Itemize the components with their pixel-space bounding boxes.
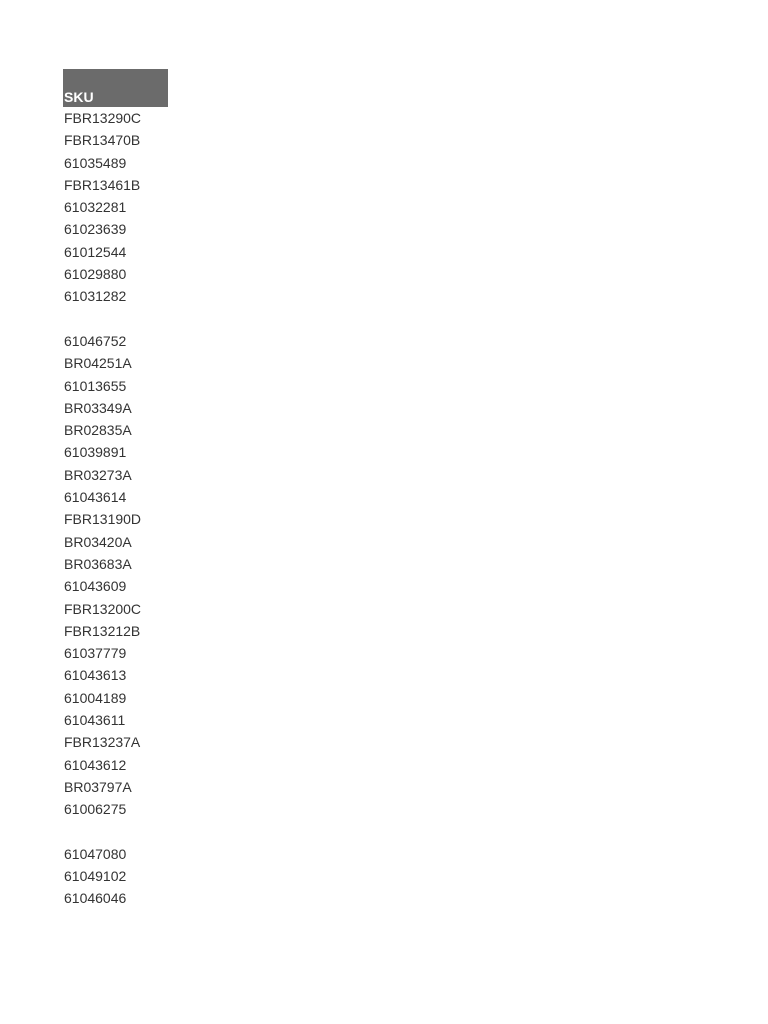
empty-cell: [63, 308, 168, 330]
sku-cell: 61023639: [64, 221, 127, 238]
sku-cell: 61013655: [64, 377, 127, 394]
sku-cell: 61043613: [64, 667, 127, 684]
sku-cell: 61047080: [64, 845, 127, 862]
sku-cell: 61043614: [64, 489, 127, 506]
sku-rows: [63, 107, 168, 910]
sku-cell: FBR13290C: [64, 110, 142, 126]
sku-cell: FBR13200C: [64, 600, 142, 617]
sku-cell: FBR13470B: [64, 132, 141, 149]
sku-cell: BR03273A: [64, 466, 132, 483]
sku-cell: 61046752: [64, 332, 127, 349]
sku-cell: BR02835A: [64, 422, 132, 439]
sku-column-header: [63, 69, 168, 107]
sku-cell: FBR13237A: [64, 734, 141, 751]
sku-cell: FBR13461B: [64, 176, 141, 193]
sku-cell: 61043611: [64, 712, 126, 729]
empty-cell: [63, 821, 168, 843]
sku-cell: BR03797A: [64, 778, 132, 795]
sku-cell: 61035489: [64, 154, 127, 171]
sku-cell: FBR13190D: [64, 511, 142, 528]
sku-cell: FBR13212B: [64, 622, 141, 639]
sku-cell: 61031282: [64, 288, 127, 305]
sku-cell: 61043612: [64, 756, 127, 773]
sku-cell: 61037779: [64, 645, 127, 662]
sku-cell: 61006275: [64, 801, 127, 818]
sku-header-label: SKU: [64, 89, 94, 105]
sku-cell: BR03349A: [64, 399, 132, 416]
sku-cell: 61004189: [64, 689, 127, 706]
sku-cell: 61029880: [64, 266, 127, 283]
sku-cell: BR03683A: [64, 555, 132, 572]
sku-cell: 61032281: [64, 199, 127, 216]
sku-cell: BR03420A: [64, 533, 132, 550]
sku-cell: 61039891: [64, 444, 127, 461]
sku-cell: 61049102: [64, 868, 127, 885]
sku-cell: 61012544: [64, 243, 127, 260]
sku-cell: 61046046: [64, 890, 127, 907]
sku-cell: BR04251A: [64, 355, 132, 372]
sku-cell: 61043609: [64, 578, 127, 595]
sku-table: [63, 69, 168, 910]
